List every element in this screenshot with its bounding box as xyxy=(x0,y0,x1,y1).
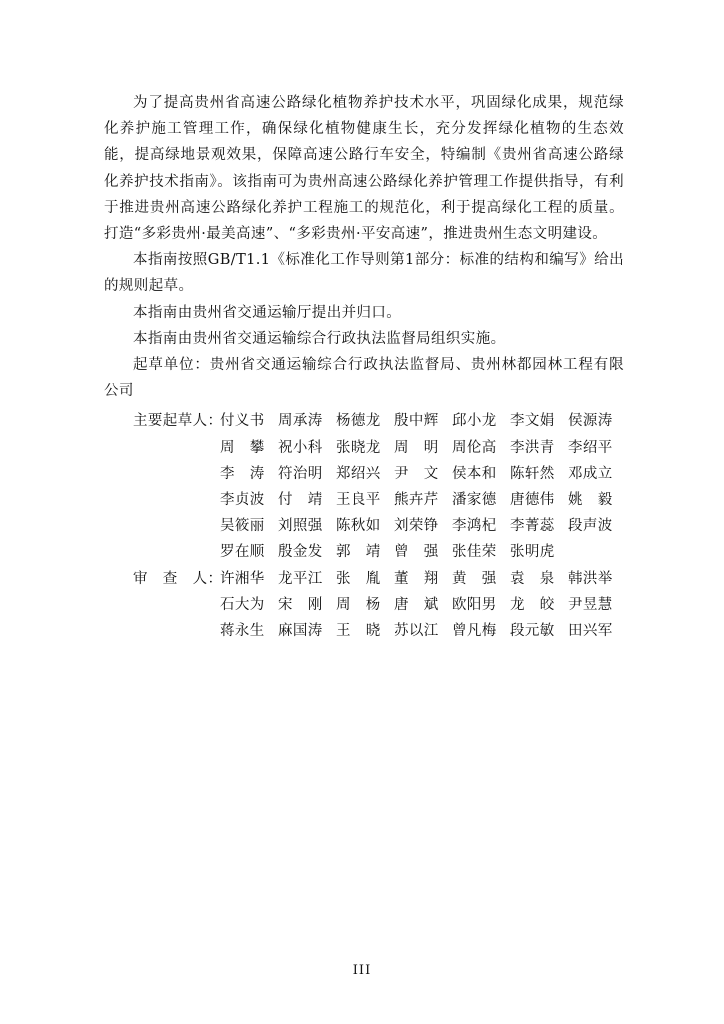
drafter-name: 李绍平 xyxy=(568,439,613,456)
reviewer-name: 韩洪举 xyxy=(568,570,613,587)
drafter-name: 曾 强 xyxy=(394,544,439,561)
drafter-name: 张晓龙 xyxy=(336,439,381,456)
reviewer-name: 石大为 xyxy=(220,596,265,613)
intro-paragraph: 为了提高贵州省高速公路绿化植物养护技术水平，巩固绿化成果，规范绿化养护施工管理工作，确保绿化植物健康生长，充分发挥绿化植物的生态效能，提高绿地景观效果，保障高速公路行车安全，特编制《贵州省高速公路绿化养护技术指南》。该指南可为贵州高速公路绿化养护管理工作提供指导，有利于推进贵州高速公路绿化养护工程施工的规范化，利于提高绿化工程的质量。打造“多彩贵州·最美高速”、“多彩贵州·平安高速”，推进贵州生态文明建设。 xyxy=(104,95,624,243)
drafter-name: 唐德伟 xyxy=(510,492,555,508)
drafter-name: 李 涛 xyxy=(220,465,265,482)
drafter-name: 符治明 xyxy=(278,465,323,482)
reviewer-name: 欧阳男 xyxy=(452,596,497,613)
drafter-name: 殷金发 xyxy=(278,544,323,561)
reviewer-name: 蒋永生 xyxy=(220,622,265,639)
reviewer-name: 张 胤 xyxy=(336,570,381,587)
reviewer-name: 袁 泉 xyxy=(510,570,555,587)
drafters-list xyxy=(220,408,626,565)
drafter-name: 段声波 xyxy=(568,518,613,535)
reviewer-name: 黄 强 xyxy=(452,570,497,587)
reviewer-name: 苏以江 xyxy=(394,622,439,639)
drafting-units-paragraph: 起草单位：贵州省交通运输综合行政执法监督局、贵州林都园林工程有限公司 xyxy=(104,357,624,400)
drafter-name: 侯源涛 xyxy=(568,413,613,430)
drafter-name: 刘照强 xyxy=(278,518,323,535)
drafter-name: 邓成立 xyxy=(568,465,613,482)
drafter-name: 周 攀 xyxy=(220,439,265,456)
implementer-paragraph: 本指南由贵州省交通运输综合行政执法监督局组织实施。 xyxy=(133,330,506,347)
drafter-name: 陈轩然 xyxy=(510,465,555,482)
drafter-name: 郑绍兴 xyxy=(336,465,381,482)
standard-basis-paragraph: 本指南按照GB/T1.1《标准化工作导则第1部分：标准的结构和编写》给出的规则起草。 xyxy=(104,252,624,295)
reviewer-name: 段元敏 xyxy=(510,622,555,639)
drafter-name: 王良平 xyxy=(336,492,381,508)
reviewer-name: 董 翔 xyxy=(394,570,439,587)
reviewers-list xyxy=(220,566,626,645)
reviewers-section xyxy=(104,566,624,645)
drafter-name: 周 明 xyxy=(394,439,439,456)
drafter-name: 姚 毅 xyxy=(568,492,613,508)
drafter-name: 张明虎 xyxy=(510,544,555,561)
drafter-name: 刘荣铮 xyxy=(394,518,439,535)
drafter-name: 陈秋如 xyxy=(336,518,381,535)
drafter-name: 付义书 xyxy=(220,413,265,430)
drafter-name: 李鸿杞 xyxy=(452,518,497,535)
reviewer-name: 尹昱慧 xyxy=(568,596,613,613)
drafters-label: 主要起草人： xyxy=(133,413,223,430)
reviewer-name: 周 杨 xyxy=(336,596,381,613)
foreword-content xyxy=(104,90,624,644)
drafter-name: 罗在顺 xyxy=(220,544,265,561)
drafter-name: 杨德龙 xyxy=(336,413,381,430)
reviewer-name: 龙平江 xyxy=(278,570,323,587)
drafter-name: 李贞波 xyxy=(220,492,265,508)
reviewer-name: 宋 刚 xyxy=(278,596,323,613)
drafter-name: 李菁蕊 xyxy=(510,518,555,535)
reviewer-name: 麻国涛 xyxy=(278,622,323,639)
drafter-name: 祝小科 xyxy=(278,439,323,456)
drafter-name: 李洪青 xyxy=(510,439,555,456)
reviewer-name: 曾凡梅 xyxy=(452,622,497,639)
drafter-name: 付 靖 xyxy=(278,492,323,508)
drafter-name: 尹 文 xyxy=(394,465,439,482)
reviewer-name: 许湘华 xyxy=(220,570,265,587)
drafter-name: 侯本和 xyxy=(452,465,497,482)
drafter-name: 潘家德 xyxy=(452,492,497,508)
drafters-section xyxy=(104,408,624,565)
drafter-name: 周伦高 xyxy=(452,439,497,456)
drafter-name: 周承涛 xyxy=(278,413,323,430)
reviewer-name: 龙 皎 xyxy=(510,596,555,613)
drafter-name: 邱小龙 xyxy=(452,413,497,430)
page-number: III xyxy=(352,963,372,978)
proposer-paragraph: 本指南由贵州省交通运输厅提出并归口。 xyxy=(133,304,402,321)
drafter-name: 李文娟 xyxy=(510,413,555,430)
drafter-name: 殷中辉 xyxy=(394,413,439,430)
reviewer-name: 王 晓 xyxy=(336,622,381,639)
reviewer-name: 唐 斌 xyxy=(394,596,439,613)
drafter-name: 吴筱丽 xyxy=(220,518,265,535)
drafter-name: 张佳荣 xyxy=(452,544,497,561)
drafter-name: 熊卉芹 xyxy=(394,492,439,508)
drafter-name: 郭 靖 xyxy=(336,544,381,561)
reviewer-name: 田兴军 xyxy=(568,622,613,639)
reviewers-label: 审 查 人： xyxy=(133,570,223,587)
